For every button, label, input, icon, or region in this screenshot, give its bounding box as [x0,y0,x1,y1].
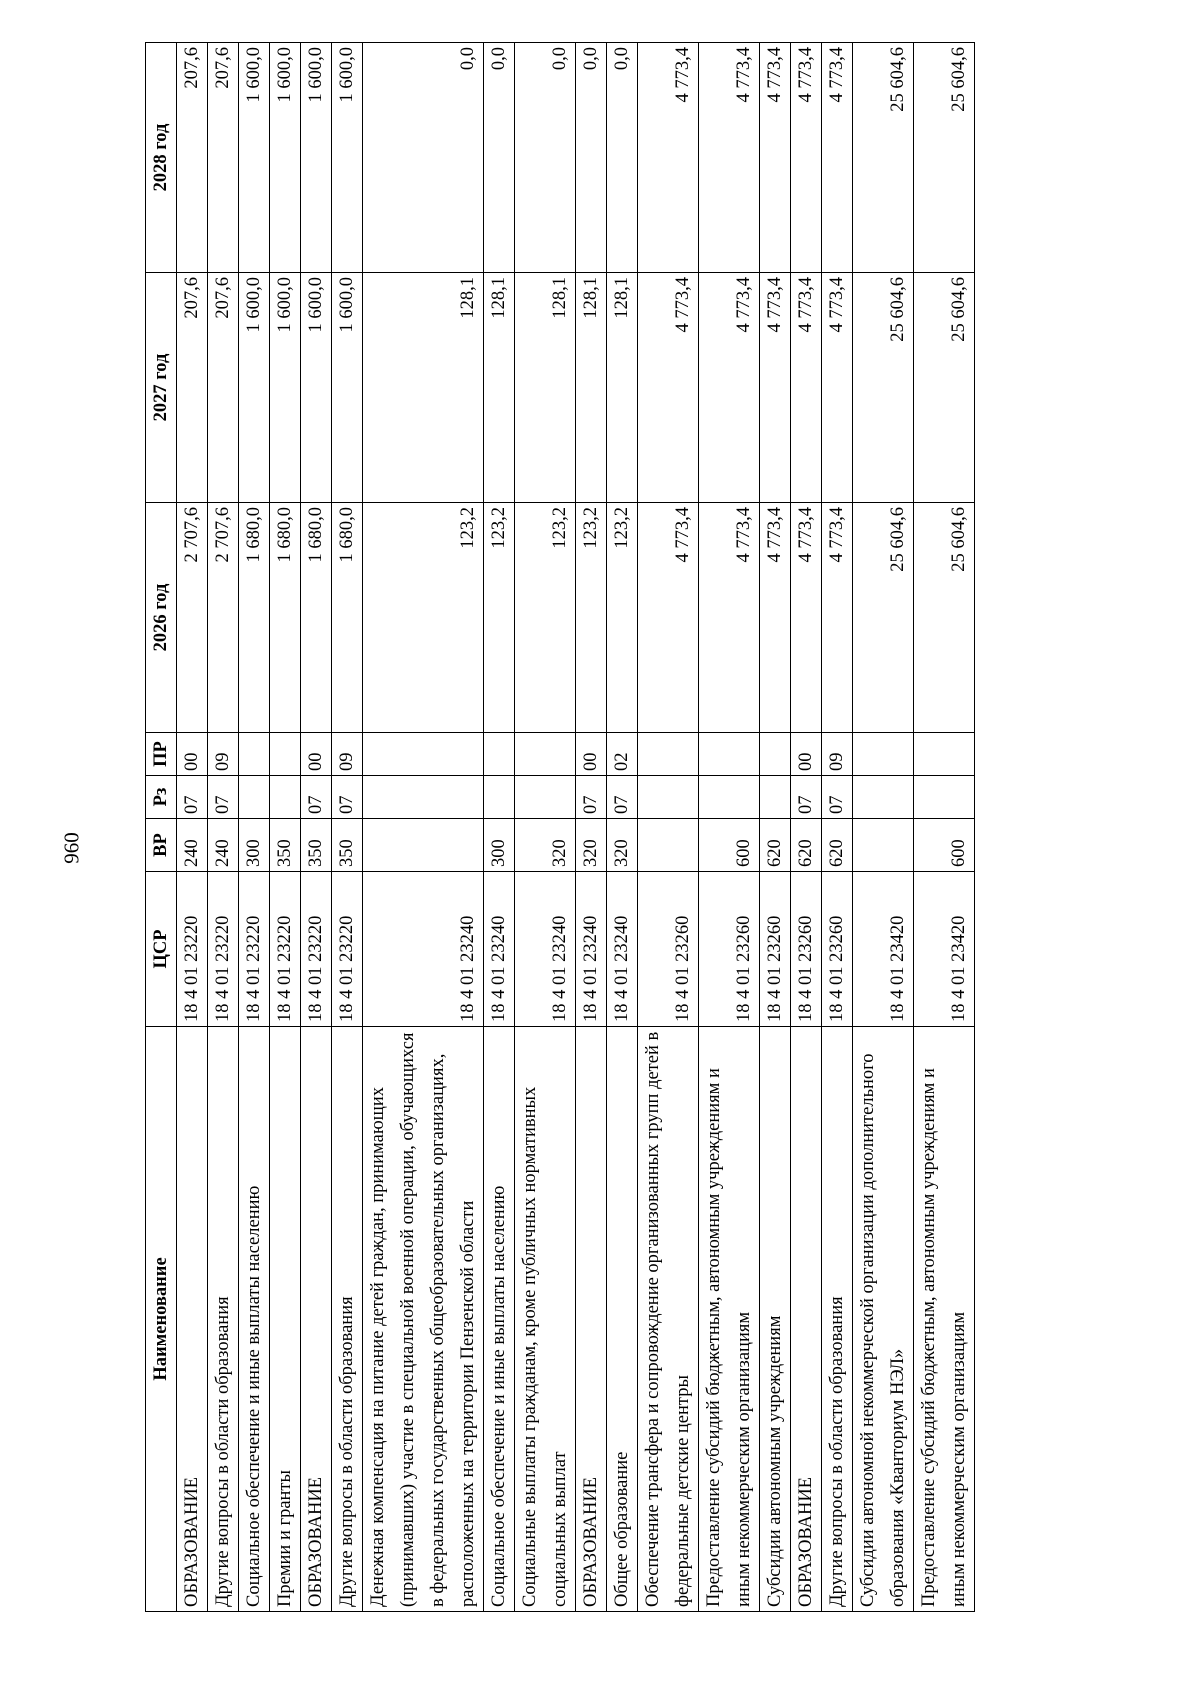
page-number: 960 [59,832,84,864]
table-row [914,43,975,1612]
cell-2026: 25 604,6 [914,503,975,733]
table-row [515,43,576,1612]
cell-pr: 09 [208,733,239,776]
cell-pr [699,733,760,776]
table-row [270,43,301,1612]
cell-2028: 207,6 [208,43,239,273]
cell-2028: 207,6 [177,43,208,273]
cell-rz: 07 [208,776,239,819]
cell-vr: 620 [822,819,853,872]
cell-2026: 1 680,0 [270,503,301,733]
cell-vr: 300 [239,819,270,872]
cell-pr: 00 [576,733,607,776]
cell-vr: 320 [515,819,576,872]
cell-2026: 4 773,4 [760,503,791,733]
cell-vr [363,819,484,872]
table-row [791,43,822,1612]
cell-2027: 128,1 [484,273,515,503]
cell-2027: 128,1 [576,273,607,503]
cell-2026: 2 707,6 [208,503,239,733]
cell-vr: 620 [760,819,791,872]
table-row [484,43,515,1612]
cell-rz: 07 [791,776,822,819]
cell-csr: 18 4 01 23260 [699,872,760,1027]
cell-pr: 00 [177,733,208,776]
cell-2028: 1 600,0 [270,43,301,273]
table-row [208,43,239,1612]
header-vr: ВР [146,819,177,872]
cell-rz: 07 [607,776,638,819]
cell-rz: 07 [332,776,363,819]
cell-vr: 320 [607,819,638,872]
budget-table [145,42,975,1612]
cell-pr [853,733,914,776]
table-header-row [146,43,177,1612]
cell-2027: 4 773,4 [822,273,853,503]
cell-pr: 02 [607,733,638,776]
cell-pr [363,733,484,776]
cell-2027: 25 604,6 [853,273,914,503]
cell-name: Другие вопросы в области образования [822,1027,853,1612]
table-row [332,43,363,1612]
table-row [177,43,208,1612]
cell-2026: 4 773,4 [822,503,853,733]
header-pr: ПР [146,733,177,776]
table-row [363,43,484,1612]
cell-2028: 0,0 [515,43,576,273]
cell-2027: 4 773,4 [699,273,760,503]
cell-rz: 07 [822,776,853,819]
cell-2028: 4 773,4 [822,43,853,273]
cell-csr: 18 4 01 23260 [638,872,699,1027]
cell-name: Обеспечение трансфера и сопровождение организованных групп детей в федеральные детские центры [638,1027,699,1612]
cell-2028: 4 773,4 [760,43,791,273]
cell-2027: 4 773,4 [638,273,699,503]
cell-2028: 1 600,0 [332,43,363,273]
cell-vr: 350 [332,819,363,872]
cell-2027: 1 600,0 [332,273,363,503]
cell-2027: 207,6 [177,273,208,503]
cell-2026: 4 773,4 [638,503,699,733]
table-row [760,43,791,1612]
cell-vr [853,819,914,872]
cell-csr: 18 4 01 23220 [301,872,332,1027]
cell-pr [515,733,576,776]
cell-csr: 18 4 01 23240 [363,872,484,1027]
cell-2026: 4 773,4 [699,503,760,733]
cell-name: Субсидии автономным учреждениям [760,1027,791,1612]
cell-csr: 18 4 01 23240 [515,872,576,1027]
cell-2026: 123,2 [515,503,576,733]
cell-2027: 4 773,4 [791,273,822,503]
cell-2027: 1 600,0 [270,273,301,503]
cell-pr: 09 [332,733,363,776]
cell-2028: 4 773,4 [638,43,699,273]
cell-2027: 1 600,0 [239,273,270,503]
cell-2028: 4 773,4 [791,43,822,273]
cell-vr: 350 [301,819,332,872]
cell-rz [914,776,975,819]
cell-2026: 123,2 [576,503,607,733]
cell-csr: 18 4 01 23260 [791,872,822,1027]
cell-name: Предоставление субсидий бюджетным, автономным учреждениям и иным некоммерческим организациям [914,1027,975,1612]
cell-2028: 25 604,6 [853,43,914,273]
table-row [699,43,760,1612]
cell-rz [270,776,301,819]
cell-2027: 128,1 [607,273,638,503]
header-name: Наименование [146,1027,177,1612]
cell-csr: 18 4 01 23220 [270,872,301,1027]
cell-vr: 620 [791,819,822,872]
cell-rz [484,776,515,819]
cell-name: Общее образование [607,1027,638,1612]
cell-rz: 07 [576,776,607,819]
cell-name: Денежная компенсация на питание детей граждан, принимающих (принимавших) участие в специальной военной операции, обучающихся в федеральных государственных общеобразовательных организациях, расположенных на территории Пензенской области [363,1027,484,1612]
cell-2026: 123,2 [363,503,484,733]
cell-2027: 128,1 [363,273,484,503]
cell-2027: 207,6 [208,273,239,503]
cell-name: Предоставление субсидий бюджетным, автономным учреждениям и иным некоммерческим организациям [699,1027,760,1612]
cell-vr [638,819,699,872]
cell-pr: 00 [791,733,822,776]
cell-name: ОБРАЗОВАНИЕ [576,1027,607,1612]
header-2028: 2028 год [146,43,177,273]
cell-vr: 600 [699,819,760,872]
cell-rz [760,776,791,819]
table-body [177,43,975,1612]
cell-name: Другие вопросы в области образования [208,1027,239,1612]
table-row [576,43,607,1612]
cell-2028: 4 773,4 [699,43,760,273]
cell-pr [484,733,515,776]
cell-name: Премии и гранты [270,1027,301,1612]
cell-name: ОБРАЗОВАНИЕ [301,1027,332,1612]
cell-2026: 123,2 [607,503,638,733]
cell-csr: 18 4 01 23240 [607,872,638,1027]
cell-rz [699,776,760,819]
budget-table-frame [145,43,977,1612]
header-2027: 2027 год [146,273,177,503]
cell-2028: 1 600,0 [239,43,270,273]
table-row [822,43,853,1612]
cell-2026: 1 680,0 [301,503,332,733]
cell-rz [515,776,576,819]
cell-vr: 240 [208,819,239,872]
header-csr: ЦСР [146,872,177,1027]
cell-pr [914,733,975,776]
cell-csr: 18 4 01 23260 [822,872,853,1027]
table-row [638,43,699,1612]
cell-csr: 18 4 01 23220 [177,872,208,1027]
cell-name: Социальное обеспечение и иные выплаты населению [484,1027,515,1612]
cell-csr: 18 4 01 23240 [484,872,515,1027]
cell-2027: 128,1 [515,273,576,503]
cell-rz [363,776,484,819]
table-row [301,43,332,1612]
cell-vr: 320 [576,819,607,872]
cell-2027: 25 604,6 [914,273,975,503]
cell-name: Социальное обеспечение и иные выплаты населению [239,1027,270,1612]
cell-csr: 18 4 01 23420 [914,872,975,1027]
cell-2028: 1 600,0 [301,43,332,273]
cell-rz [853,776,914,819]
cell-2026: 2 707,6 [177,503,208,733]
cell-pr [638,733,699,776]
cell-vr: 300 [484,819,515,872]
cell-name: ОБРАЗОВАНИЕ [791,1027,822,1612]
cell-2026: 4 773,4 [791,503,822,733]
cell-csr: 18 4 01 23220 [332,872,363,1027]
cell-name: Социальные выплаты гражданам, кроме публичных нормативных социальных выплат [515,1027,576,1612]
cell-2027: 4 773,4 [760,273,791,503]
cell-2028: 0,0 [484,43,515,273]
cell-2026: 1 680,0 [239,503,270,733]
cell-csr: 18 4 01 23420 [853,872,914,1027]
cell-2028: 25 604,6 [914,43,975,273]
header-2026: 2026 год [146,503,177,733]
cell-name: Субсидии автономной некоммерческой организации дополнительного образования «Кванториум НЭЛ» [853,1027,914,1612]
cell-2028: 0,0 [363,43,484,273]
cell-name: Другие вопросы в области образования [332,1027,363,1612]
cell-csr: 18 4 01 23220 [208,872,239,1027]
cell-pr [760,733,791,776]
cell-csr: 18 4 01 23240 [576,872,607,1027]
cell-rz: 07 [177,776,208,819]
cell-csr: 18 4 01 23220 [239,872,270,1027]
cell-rz: 07 [301,776,332,819]
cell-2028: 0,0 [607,43,638,273]
cell-2026: 25 604,6 [853,503,914,733]
cell-2026: 1 680,0 [332,503,363,733]
cell-2027: 1 600,0 [301,273,332,503]
cell-pr [239,733,270,776]
cell-rz [239,776,270,819]
cell-pr: 00 [301,733,332,776]
header-rz: Рз [146,776,177,819]
table-row [607,43,638,1612]
cell-2028: 0,0 [576,43,607,273]
cell-name: ОБРАЗОВАНИЕ [177,1027,208,1612]
cell-vr: 240 [177,819,208,872]
table-row [853,43,914,1612]
cell-vr: 600 [914,819,975,872]
cell-csr: 18 4 01 23260 [760,872,791,1027]
cell-rz [638,776,699,819]
cell-pr [270,733,301,776]
cell-vr: 350 [270,819,301,872]
cell-2026: 123,2 [484,503,515,733]
table-row [239,43,270,1612]
cell-pr: 09 [822,733,853,776]
